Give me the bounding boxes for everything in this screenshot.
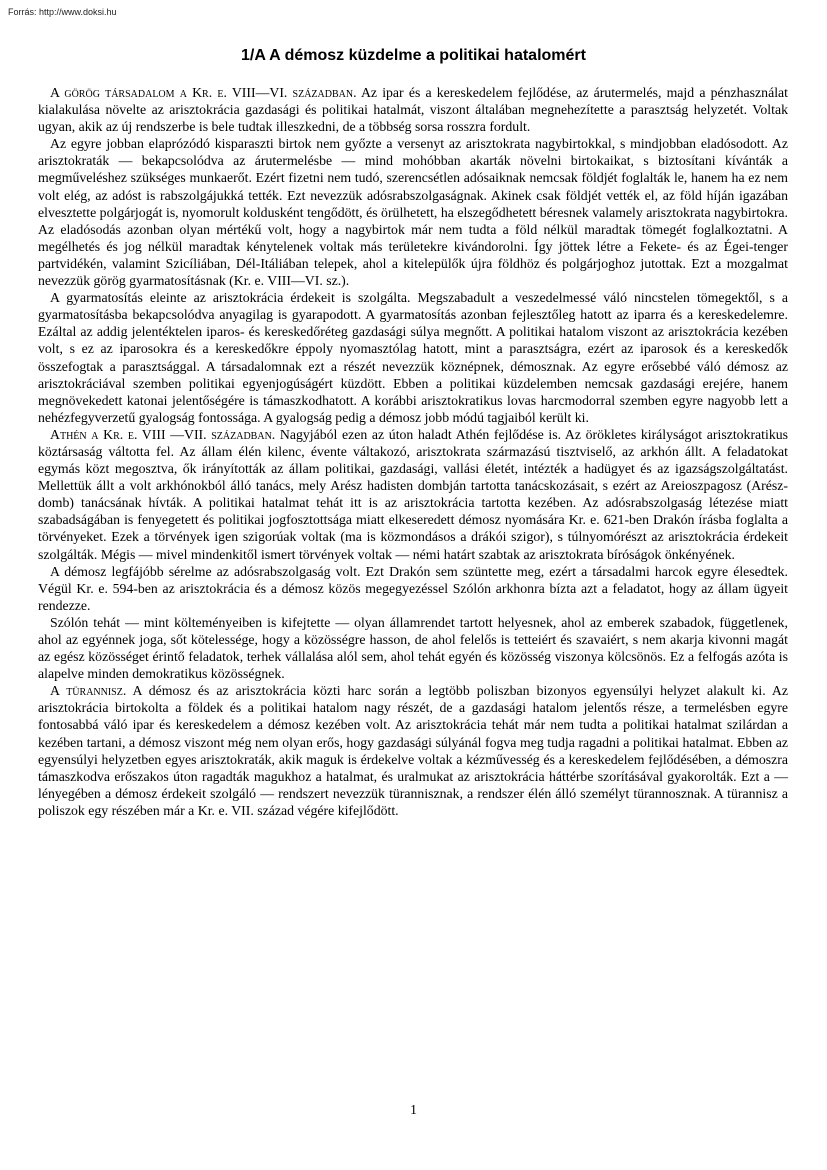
- paragraph-debt: [38, 135, 788, 289]
- paragraph-greek-society: [38, 84, 788, 135]
- page-number: 1: [410, 1103, 417, 1118]
- paragraph-heading: A türannisz.: [50, 683, 127, 699]
- source-label: Forrás: http://www.doksi.hu: [8, 7, 117, 17]
- page-title: 1/A A démosz küzdelme a politikai hatalomért: [241, 47, 586, 64]
- paragraph-debt-slavery: [38, 563, 788, 614]
- paragraph-heading: Athén a Kr. e. VIII —VII. században.: [50, 426, 276, 442]
- document-body: [38, 84, 788, 819]
- paragraph-text: Az ipar és a kereskedelem fejlődése, az árutermelés, majd a pénzhasználat kialakulása növelte az arisztokrácia gazdasági és politikai hatalmát, viszont általában megnehezítette a parasztság helyzetét. Voltak ugyan, akik az új rendszerbe is bele tudtak illeszkedni, de a többség sorsa rosszra fordult.: [38, 85, 788, 135]
- paragraph-athens: [38, 426, 788, 563]
- paragraph-text: A démosz legfájóbb sérelme az adósrabszolgaság volt. Ezt Drakón sem szüntette meg, ezért a társadalmi harcok egyre élesedtek. Végül Kr. e. 594-ben az arisztokrácia és a démosz közös megegyezéssel Szólón arkhonra bízta azt a feladatot, hogy az állam ügyeit rendezze.: [38, 563, 788, 613]
- paragraph-text: Szólón tehát — mint költeményeiben is kifejtette — olyan államrendet tartott helyesnek, ahol az emberek szabadok, függetlenek, ahol az egyénnek joga, sőt kötelessége, hogy a közösségre hasson, de ahol felelős is tetteiért és szavaiért, s nem akarja kivonni magát az egész közösséget érintő feladatok, terhek vállalása alól sem, ahol tehát egyén és közösség viszonya kölcsönös. Ez a felfogás azóta is alapelve minden demokratikus közösségnek.: [38, 614, 788, 682]
- paragraph-text: Az egyre jobban elaprózódó kisparaszti birtok nem győzte a versenyt az arisztokrata nagybirtokkal, s mindjobban eladósodott. Az arisztokraták — bekapcsolódva az árutermelésbe — mind mohóbban akarták növelni birtokaikat, s biztosítani kívánták a megműveléshez szükséges munkaerőt. Ezért fizetni nem tudó, szerencsétlen adósaiknak nemcsak földjét foglalták le, hanem ha ez nem volt elég, az adóst is rabszolgájukká tették. Ezt nevezzük adósrabszolgaságnak. Akinek csak földjét vették el, az föld híján igazában elvesztette polgárjogát is, nyomorult koldusként tengődött, és örülhetett, ha elszegődhetett béresnek valamely arisztokrata nagybirtokra. Az eladósodás azonban olyan mértékű volt, hogy a nagybirtok már nem tudta a föld nélkül maradtak tömegét foglalkoztatni. A megélhetés és jog nélkül maradtak kénytelenek voltak más területekre kivándorolni. Így jöttek létre a Fekete- és az Égei-tenger partvidékén, valamint Szicíliában, Dél-Itáliában telepek, ahol a kitelepülők újra földhöz és polgárjoghoz jutottak. Ezt a mozgalmat nevezzük görög gyarmatosításnak (Kr. e. VIII—VI. sz.).: [38, 136, 788, 289]
- paragraph-heading: A görög társadalom a Kr. e. VIII—VI. században.: [50, 85, 357, 100]
- paragraph-solon: [38, 614, 788, 682]
- paragraph-text: Nagyjából ezen az úton haladt Athén fejlődése is. Az örökletes királyságot arisztokratikus köztársaság váltotta fel. Az állam élén kilenc, évente váltakozó, arisztokrata származású tisztviselő, az arkhón állt. A feladatokat egymás közt megosztva, ők irányították az állam politikai, gazdasági, vallási életét, intézték a hadügyet és az igazságszolgáltatást. Mellettük állt a volt arkhónokból álló tanács, mely Arész hadisten dombján tartotta tanácskozásait, s ezért az Areioszpagosz (Arész-domb) tanácsának hívták. A politikai hatalmat tehát itt is az arisztokrácia tartotta kezében. Az adósrabszolgaság létezése miatt szabadságában is fenyegetett és politikai jogfosztottsága miatt elkeseredett démosz nyomására Kr. e. 621-ben Drakón írásba foglalta a törvényeket. Ezek a törvények igen szigorúak voltak (ma is közmondásos a drákói szigor), s túlnyomórészt az arisztokrácia érdekeit szolgálták. Mégis — mivel mindenkitől ismert törvények voltak — némi határt szabtak az arisztokrata bíróságok önkényének.: [38, 426, 789, 562]
- paragraph-text: A gyarmatosítás eleinte az arisztokrácia érdekeit is szolgálta. Megszabadult a veszedelmessé váló nincstelen tömegektől, s a gyarmatosításba bekapcsolódva anyagilag is gyarapodott. A gyarmatosítás azonban fejlesztőleg hatott az iparra és a kereskedelemre. Ezáltal az addig jelentéktelen iparos- és kereskedőréteg gazdasági súlya megnőtt. A politikai hatalom viszont az arisztokrácia kezében volt, s ez az iparosokra és a kereskedőkre éppoly nyomasztólag hatott, mint a parasztságra, ezért az iparosok és a kereskedők összefogtak a parasztsággal. A társadalomnak ezt a részét nevezzük köznépnek, démosznak. Az egyre erősebbé váló démosz az arisztokráciával szemben politikai egyenjogúságért küzdött. Ebben a politikai küzdelemben nemcsak gazdasági erejére, hanem megnövekedett katonai jelentőségére is támaszkodhatott. A korábbi arisztokratikus lovas harcmodorral szemben egyre nagyobb lett a nehézfegyverzetű gyalogság fontossága. A gyalogság pedig a démosz jobb módú tagjaiból került ki.: [38, 290, 788, 425]
- paragraph-text: A démosz és az arisztokrácia közti harc során a legtöbb poliszban bizonyos egyensúlyi helyzet alakult ki. Az arisztokrácia birtokolta a földek és a politikai hatalom nagy részét, de a gazdasági hatalom jelentős része, a termelésben egyre fontosabbá váló ipar és kereskedelem a démosz kezében volt. Az arisztokrácia tehát már nem tudta a politikai hatalmat szilárdan a kezében tartani, a démosz viszont még nem olyan erős, hogy gazdasági súlyánál fogva meg tudja ragadni a politikai hatalmat. Ebben az egyensúlyi helyzetben egyes arisztokraták, akik maguk is érdekelve voltak a kézművesség és a kereskedelem fejlődésében, a démoszra támaszkodva erőszakos úton ragadták magukhoz a hatalmat, és uralmukat az arisztokrácia háttérbe szorításával gyakorolták. Ezt a — lényegében a démosz érdekeit szolgáló — rendszert nevezzük türannisznak, a rendszer élén álló személyt türannosznak. A türannisz a poliszok egy részében már a Kr. e. VII. század végére kifejlődött.: [38, 683, 788, 818]
- paragraph-colonization: [38, 289, 788, 426]
- paragraph-tyranny: [38, 682, 788, 819]
